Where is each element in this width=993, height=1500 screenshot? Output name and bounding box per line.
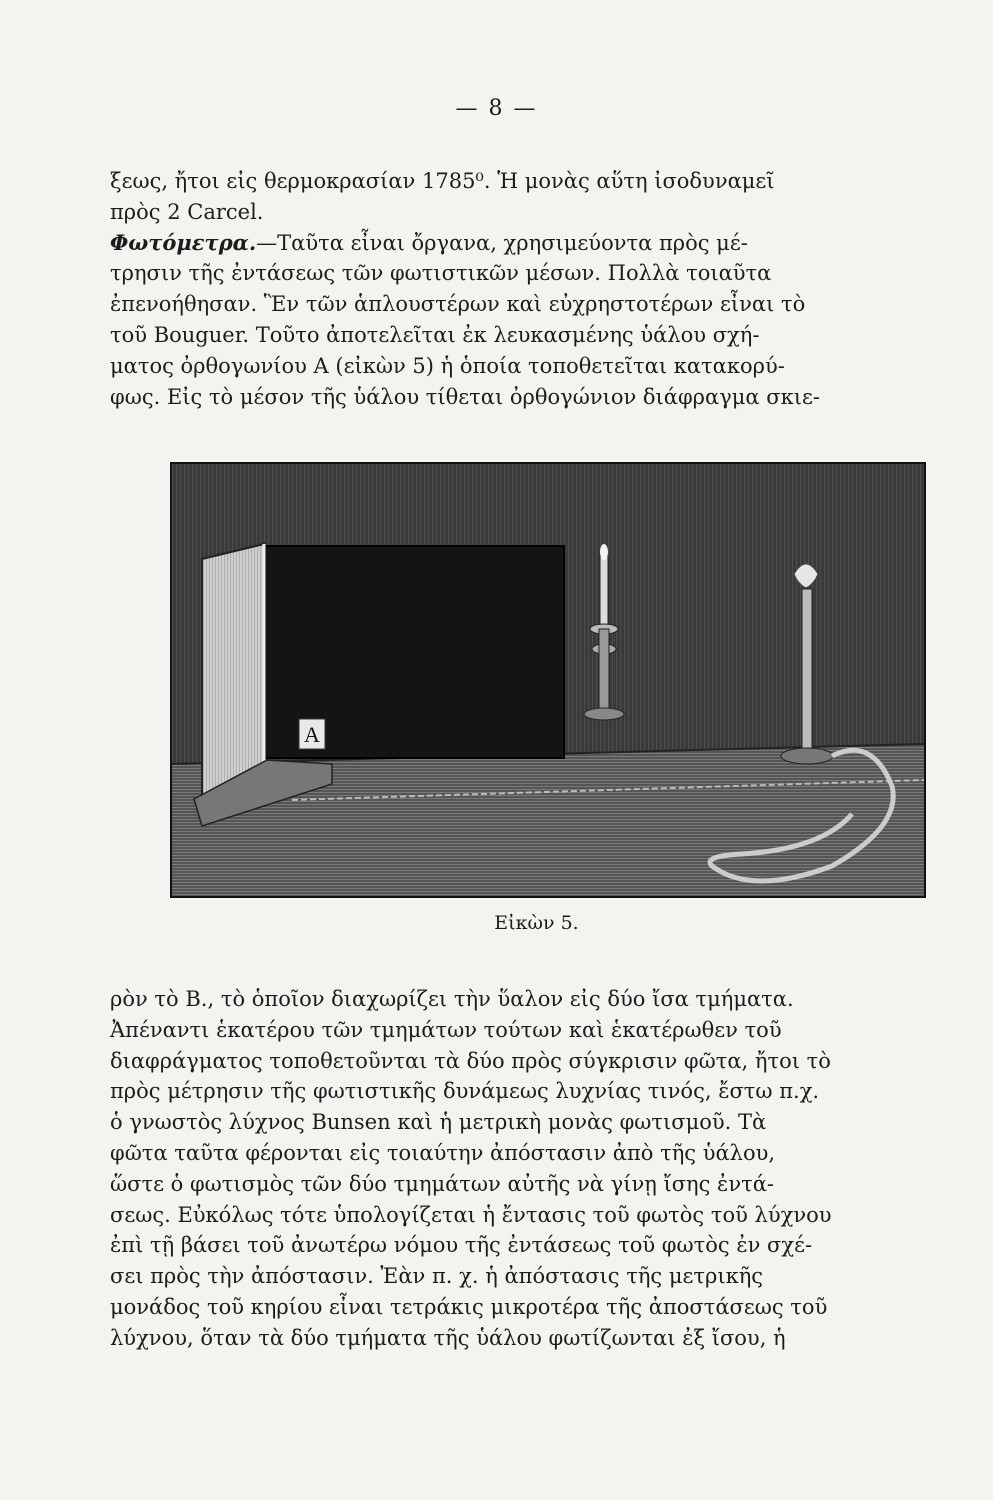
page-number: — 8 — — [455, 96, 538, 121]
text-line: φως. Εἰς τὸ μέσον τῆς ὑάλου τίθεται ὀρθογώνιον διάφραγμα σκιε- — [110, 384, 820, 409]
top-text-block — [110, 166, 972, 412]
text-line: πρὸς μέτρησιν τῆς φωτιστικῆς δυνάμεως λυχνίας τινός, ἔστω π.χ. — [110, 1079, 820, 1104]
text-line: ἐπενοήθησαν. Ἓν τῶν ἁπλουστέρων καὶ εὐχρηστοτέρων εἶναι τὸ — [110, 292, 806, 317]
text-line: σεως. Εὐκόλως τότε ὑπολογίζεται ἡ ἔντασις τοῦ φωτὸς τοῦ λύχνου — [110, 1202, 832, 1227]
text-line: φῶτα ταῦτα φέρονται εἰς τοιαύτην ἀπόστασιν ἀπὸ τῆς ὑάλου, — [110, 1140, 776, 1165]
text-line: σει πρὸς τὴν ἀπόστασιν. Ἐὰν π. χ. ἡ ἀπόστασις τῆς μετρικῆς — [110, 1264, 764, 1289]
text-line: πρὸς 2 Carcel. — [110, 199, 264, 224]
text-line: ματος ὀρθογωνίου Α (εἰκὼν 5) ἡ ὁποία τοποθετεῖται κατακορύ- — [110, 353, 785, 378]
text-line: λύχνου, ὅταν τὰ δύο τμήματα τῆς ὑάλου φωτίζωνται ἐξ ἴσου, ἡ — [110, 1325, 786, 1350]
text-line: τοῦ Bouguer. Τοῦτο ἀποτελεῖται ἐκ λευκασμένης ὑάλου σχή- — [110, 322, 760, 347]
bottom-text-block — [110, 984, 972, 1354]
label-A: Α — [304, 722, 320, 747]
text-line: ρὸν τὸ Β., τὸ ὁποῖον διαχωρίζει τὴν ὕαλον εἰς δύο ἴσα τμήματα. — [110, 987, 794, 1011]
section-heading-line — [110, 228, 972, 259]
photometer-illustration — [170, 462, 926, 898]
text-line: τρησιν τῆς ἐντάσεως τῶν φωτιστικῶν μέσων. Πολλὰ τοιαῦτα — [110, 261, 772, 286]
glass-plate — [202, 544, 264, 804]
figure-caption: Εἰκὼν 5. — [494, 912, 579, 934]
section-heading-rest: —Ταῦτα εἶναι ὄργανα, χρησιμεύοντα πρὸς μέ- — [256, 230, 748, 255]
text-line: ξεως, ἤτοι εἰς θερμοκρασίαν 1785⁰. Ἡ μονὰς αὕτη ἰσοδυναμεῖ — [110, 169, 775, 193]
section-heading-term: Φωτόμετρα. — [110, 229, 257, 255]
text-line: ὁ γνωστὸς λύχνος Bunsen καὶ ἡ μετρικὴ μονὰς φωτισμοῦ. Τὰ — [110, 1110, 767, 1135]
text-line: Ἀπέναντι ἑκατέρου τῶν τμημάτων τούτων καὶ ἑκατέρωθεν τοῦ — [110, 1017, 782, 1042]
text-line: ἐπὶ τῇ βάσει τοῦ ἀνωτέρω νόμου τῆς ἐντάσεως τοῦ φωτὸς ἐν σχέ- — [110, 1233, 813, 1258]
text-line: μονάδος τοῦ κηρίου εἶναι τετράκις μικροτέρα τῆς ἀποστάσεως τοῦ — [110, 1294, 828, 1319]
text-line: ὥστε ὁ φωτισμὸς τῶν δύο τμημάτων αὐτῆς νὰ γίνῃ ἴσης ἐντά- — [110, 1171, 774, 1196]
text-line: διαφράγματος τοποθετοῦνται τὰ δύο πρὸς σύγκρισιν φῶτα, ἤτοι τὸ — [110, 1048, 831, 1073]
